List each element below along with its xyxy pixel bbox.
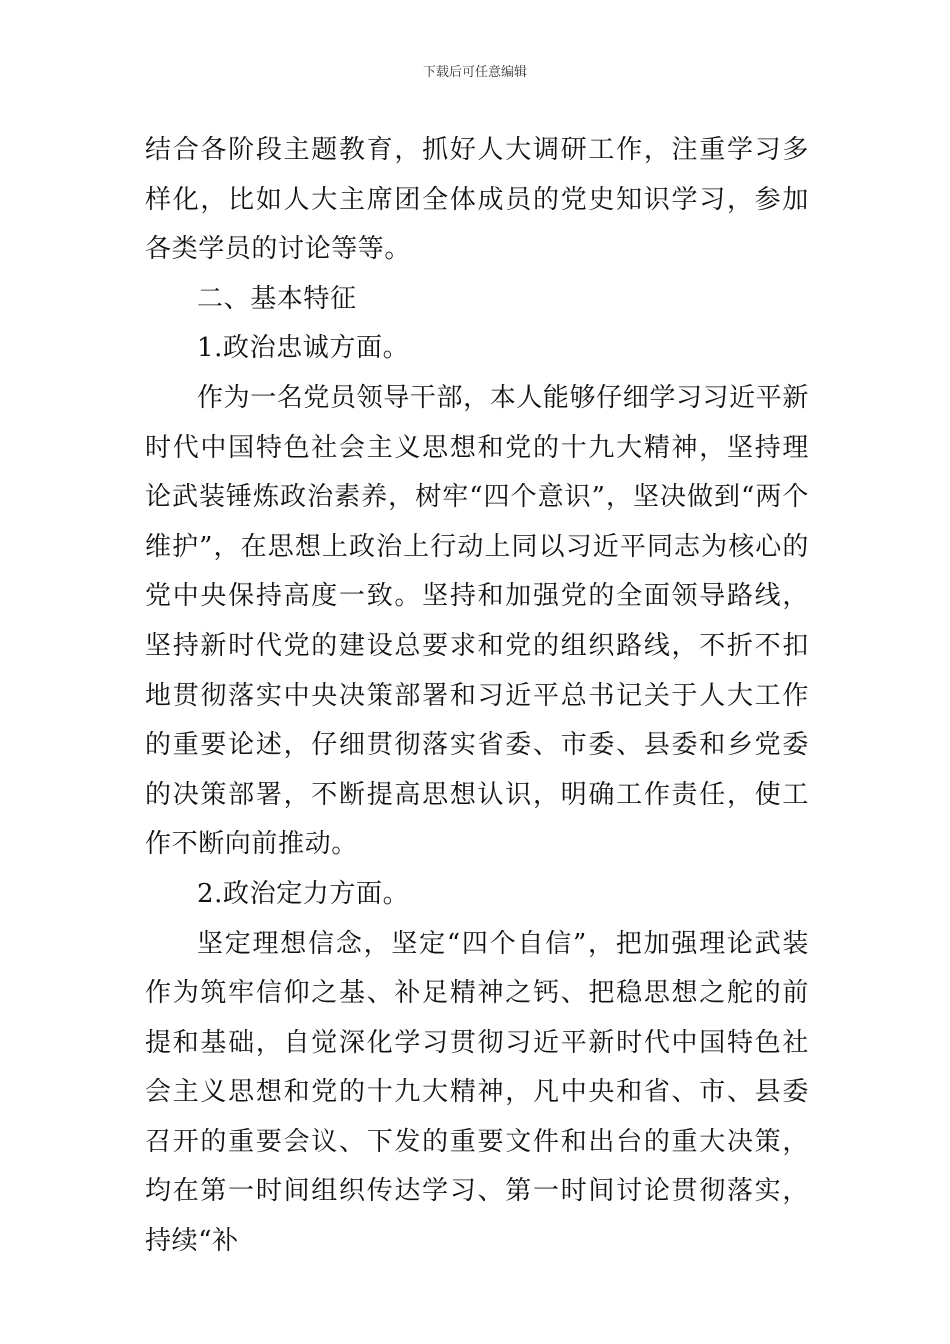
paragraph-political-resolve: 坚定理想信念，坚定“四个自信”，把加强理论武装作为筑牢信仰之基、补足精神之钙、把稳思想之舵的前提和基础，自觉深化学习贯彻习近平新时代中国特色社会主义思想和党的十九大精神，凡中央和省、市、县委召开的重要会议、下发的重要文件和出台的重大决策，均在第一时间组织传达学习、第一时间讨论贯彻落实，持续“补	[145, 928, 809, 1257]
subheading-political-loyalty: 1.政治忠诚方面。	[197, 333, 410, 364]
page-header-note: 下载后可任意编辑	[422, 65, 527, 80]
paragraph-political-loyalty: 作为一名党员领导干部，本人能够仔细学习习近平新时代中国特色社会主义思想和党的十九大精神，坚持理论武装锤炼政治素养，树牢“四个意识”，坚决做到“两个维护”，在思想上政治上行动上同以习近平同志为核心的党中央保持高度一致。坚持和加强党的全面领导路线，坚持新时代党的建设总要求和党的组织路线，不折不扣地贯彻落实中央决策部署和习近平总书记关于人大工作的重要论述，仔细贯彻落实省委、市委、县委和乡党委的决策部署，不断提高思想认识，明确工作责任，使工作不断向前推动。	[145, 382, 809, 860]
section-heading-basic-features: 二、基本特征	[197, 283, 357, 314]
subheading-political-resolve: 2.政治定力方面。	[197, 878, 410, 909]
paragraph-continued: 结合各阶段主题教育，抓好人大调研工作，注重学习多样化，比如人大主席团全体成员的党史知识学习，参加各类学员的讨论等等。	[145, 135, 809, 265]
document-body	[145, 126, 809, 1267]
